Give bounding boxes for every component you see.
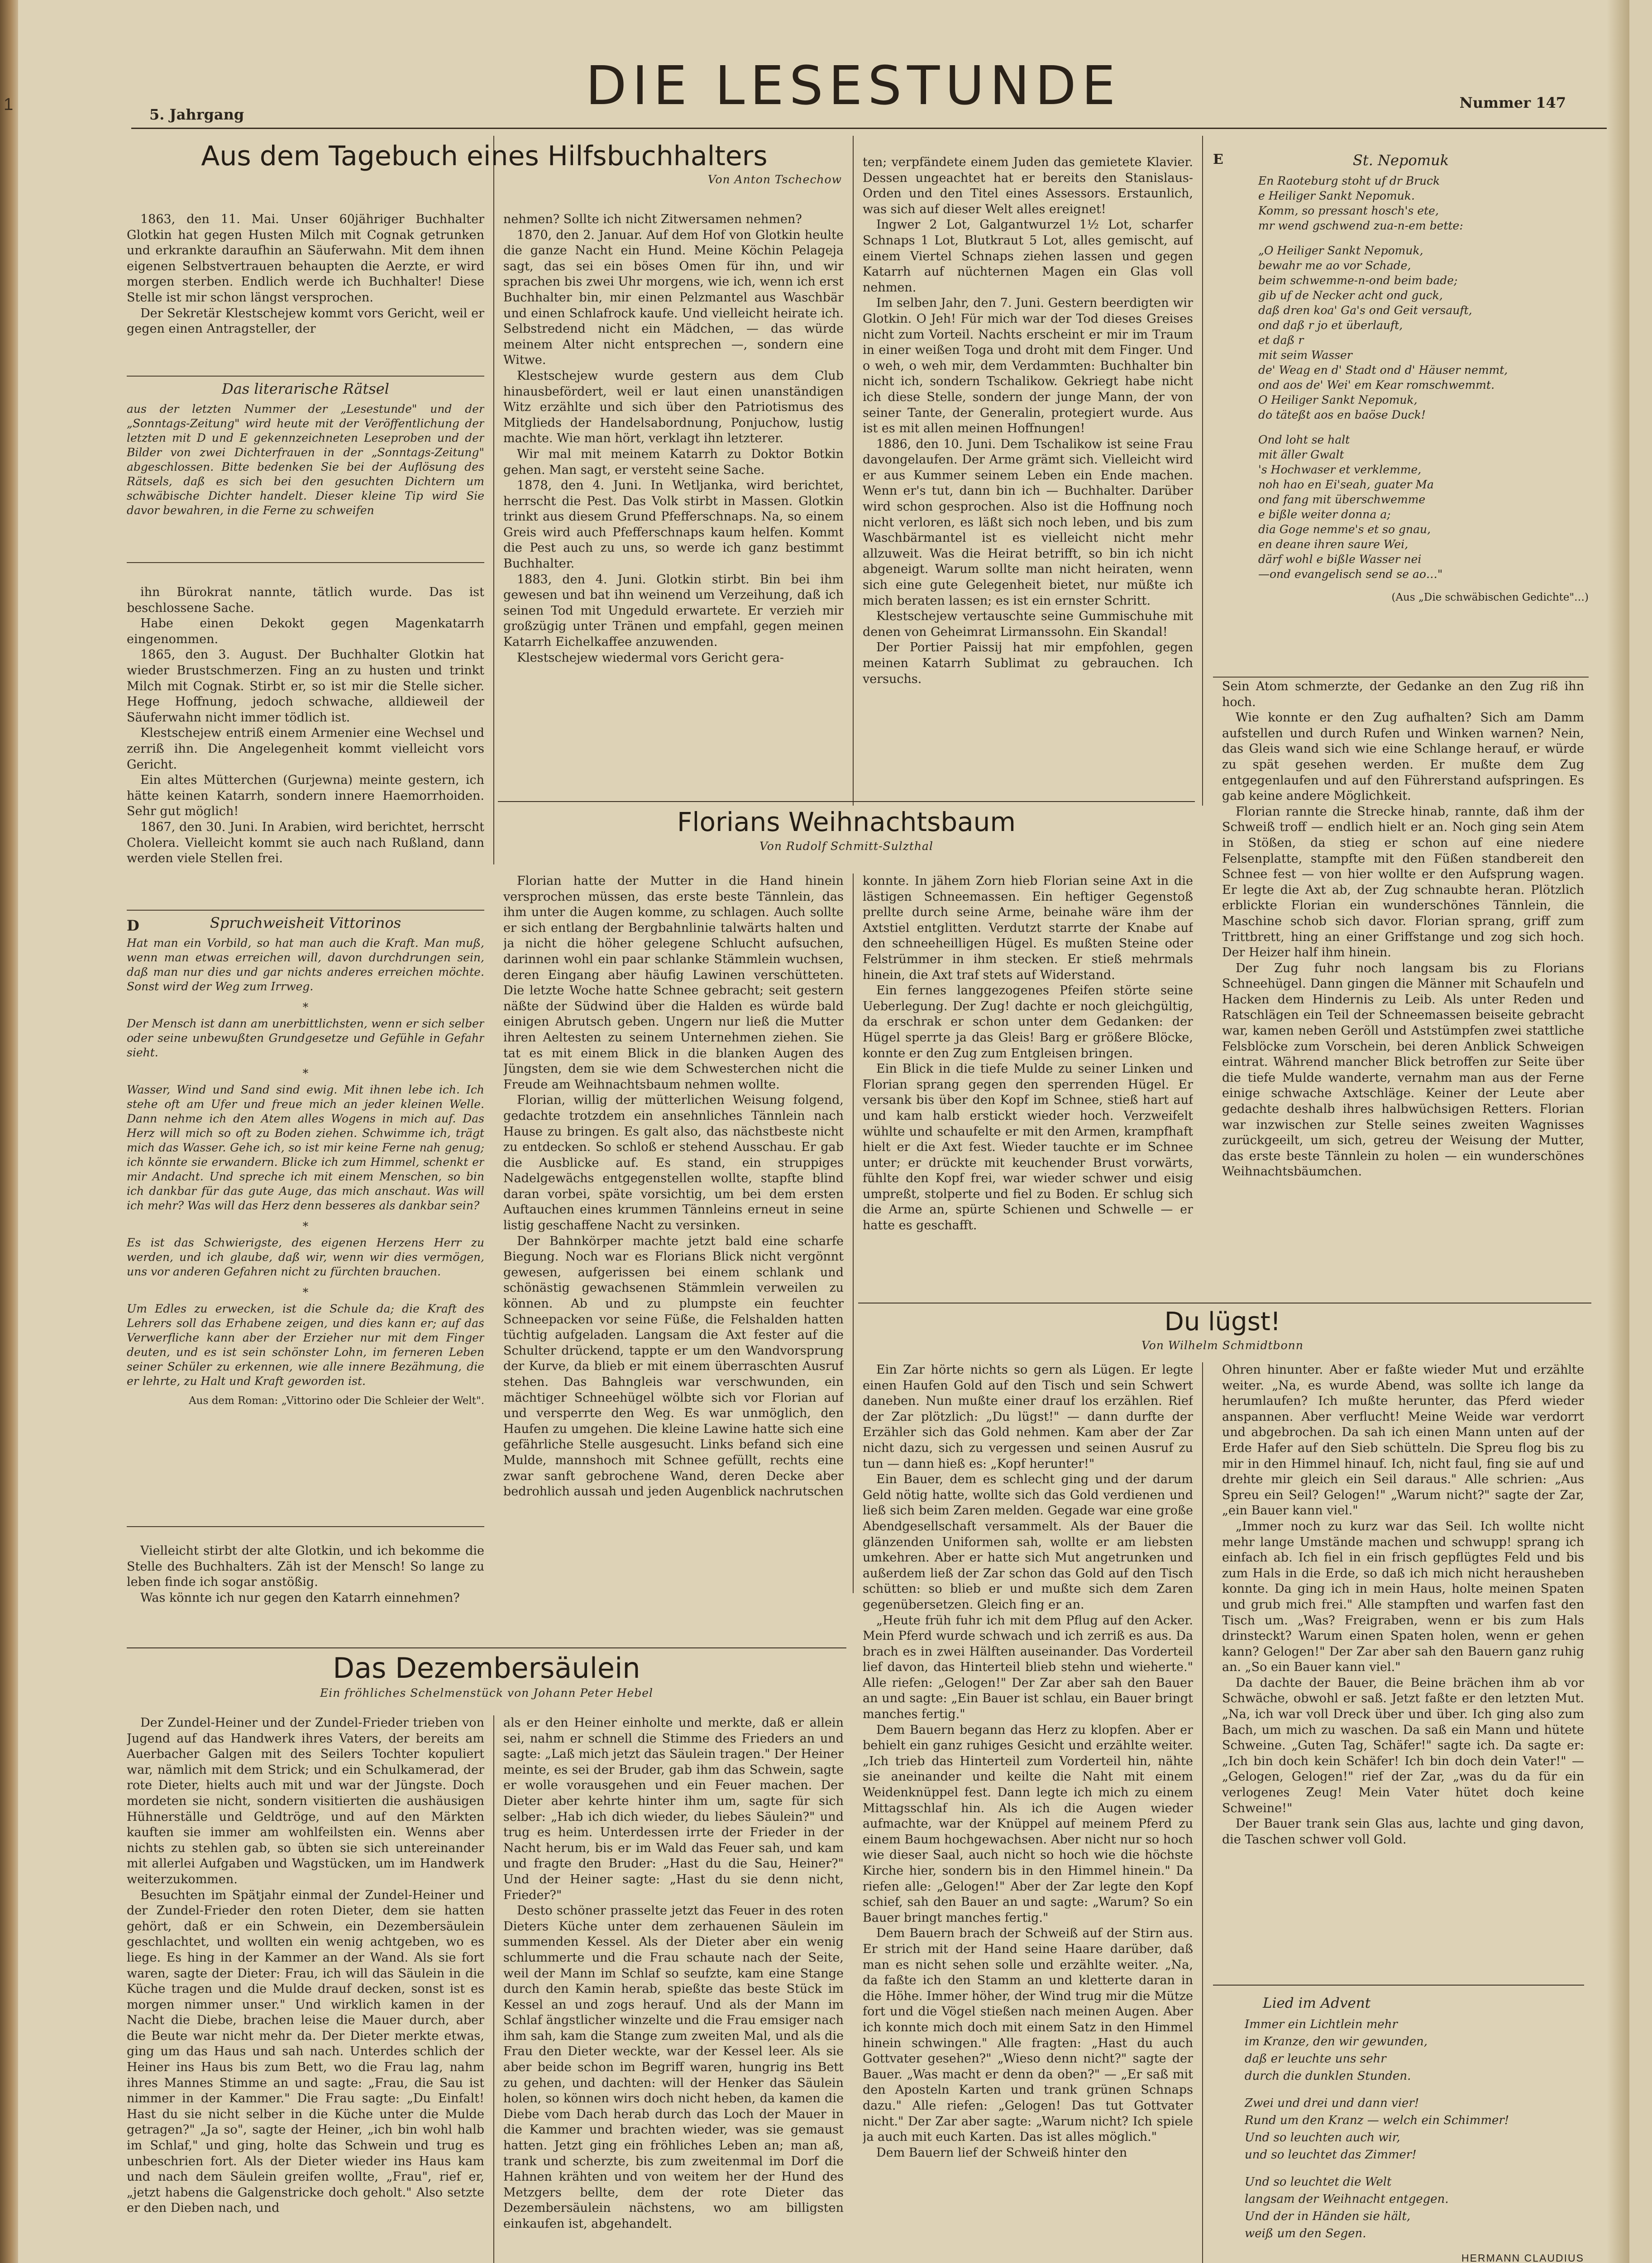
spruch-letter: D [127,917,139,934]
tagebuch-paragraph: Wir mal mit meinem Katarrh zu Doktor Botkin gehen. Man sagt, er versteht seine Sache. [503,447,844,477]
florian-paragraph: Sein Atom schmerzte, der Gedanke an den Zug riß ihn hoch. [1222,679,1584,709]
tagebuch-title: Aus dem Tagebuch eines Hilfsbuchhalters [201,141,768,172]
luegst-paragraph: Ohren hinunter. Aber er faßte wieder Mut und erzählte weiter. „Na, es wurde Abend, was sollte ich lange da herumlaufen? Ich mußte herunter, das Pferd wieder anspannen. Aber verflucht! Meine Weide war verdorrt und abgebrochen. Da sah ich einen Mann unten auf der Erde Hafer auf den Sieb schütteln. Die Spreu flog bis zu mir in den Himmel hinauf. Ich, nicht faul, fing sie auf und drehte mir gleich ein Seil daraus." Alle schrien: „Aus Spreu ein Seil? Gelogen!" „Warum nicht?" sagte der Zar, „ein Bauer kann viel." [1222,1363,1584,1518]
poem-line: und so leuchtet das Zimmer! [1245,2148,1417,2162]
advent-poem [1222,1991,1584,2263]
raetsel-text: aus der letzten Nummer der „Lesestunde" und der „Sonntags-Zeitung" wird heute mit der Veröffentlichung der letzten mit D und E gekennzeichneten Leseproben und der Bilder von zwei Dichterfrauen in der „Sonntags-Zeitung" abgeschlossen. Bitte bedenken Sie bei der Auflösung des Rätsels, daß es sich bei den gesuchten Dichtern um schwäbische Dichter handelt. Dieser kleine Tip wird Sie davor bewahren, in die Ferne zu schweifen [127,402,484,517]
poem-stanza [1245,2095,1584,2163]
florian-paragraph: konnte. In jähem Zorn hieb Florian seine Axt in die lästigen Schneemassen. Ein heftiger Gegenstoß prellte durch seine Arme, beinahe wäre ihm der Axtstiel entglitten. Verdutzt starrte der Knabe auf den schneeheilligen Hügel. Es mußten Steine oder Felstrümmer in ihm stecken. Er stieß mehrmals hinein, die Axt traf stets auf Widerstand. [863,874,1193,982]
poem-line: et daß r [1258,334,1304,347]
column-rule-2 [853,136,854,806]
luegst-paragraph: Da dachte der Bauer, die Beine brächen ihm ab vor Schwäche, obwohl er saß. Jetzt faßte er den letzten Mut. „Na, ich war voll Dreck über und über. Ich ging also zum Bach, um mich zu waschen. Da saß ein Mann und hütete Schweine. „Guten Tag, Schäfer!" sagte ich. Da sagte er: „Ich bin doch kein Schäfer! Ich bin doch dein Vater!" — „Gelogen, Gelogen!" rief der Zar, „was du da für ein verlogenes Zeug! Mein Vater hütet doch keine Schweine!" [1222,1676,1584,1815]
dezember-paragraph: Besuchten im Spätjahr einmal der Zundel-Heiner und der Zundel-Frieder den roten Dieter, dem sie hatten gehört, daß er ein Schwein, ein Dezembersäulein geschlachtet, und wollten ein wenig achtgeben, wo es liege. Es hing in der Kammer an der Wand. Als sie fort waren, sagte der Dieter: Frau, ich will das Säulein in die Küche tragen und die Mulde drauf decken, sonst ist es morgen nimmer unser." Und wirklich kamen in der Nacht die Diebe, brachen leise die Mauer durch, aber die Beute war nicht mehr da. Der Dieter merkte etwas, ging um das Haus und sah nach. Unterdes schlich der Heiner ins Haus bis zum Bett, wo die Frau lag, nahm ihres Mannes Stimme an und sagte: „Frau, die Sau ist nimmer in der Kammer." Die Frau sagte: „Du Einfalt! Hast du sie nicht selber in die Küche unter die Mulde getragen?" „Ja so", sagte der Heiner, „ich bin wohl halb im Schlaf," und ging, holte das Schwein und trug es unbeschrien fort. Als der Dieter wieder ins Haus kam und nach dem Säulein greifen wollte, „Frau", rief er, „jetzt habens die Galgenstricke doch geholt." Also setzte er den Dieben nach, und [127,1888,484,2215]
tagebuch-paragraph: 1867, den 30. Juni. In Arabien, wird berichtet, herrscht Cholera. Vielleicht kommt sie auch nach Rußland, dann werden viele Stellen frei. [127,820,484,866]
luegst-title: Du lügst! [1164,1308,1281,1337]
spruch-box [127,910,484,1527]
poem-line: bewahr me ao vor Schade, [1258,259,1411,272]
tagebuch-paragraph: Habe einen Dekokt gegen Magenkatarrh eingenommen. [127,616,484,646]
poem-line: langsam der Weihnacht entgegen. [1245,2192,1449,2206]
poem-line: Und der in Händen sie hält, [1245,2210,1411,2223]
poem-line: im Kranze, den wir gewunden, [1245,2035,1428,2048]
poem-line: noh hao en Ei'seah, guater Ma [1258,478,1434,491]
poem-stanza [1245,2016,1584,2085]
luegst-paragraph: Dem Bauern brach der Schweiß auf der Stirn aus. Er strich mit der Hand seine Haare darüber, daß man es nicht sehen solle und erzählte weiter. „Na, da faßte ich den Stamm an und kletterte daran in die Höhe. Immer höher, der Wind trug mir die Mütze fort und die Vögel stießen nach meinen Augen. Aber ich konnte mich doch mit einem Satz in den Himmel hinein schwingen." Alle fragten: „Hast du auch Gottvater gesehen?" „Wieso denn nicht?" sagte der Bauer. „Was macht er denn da oben?" — „Er saß mit den Aposteln Karten und trank grünen Schnaps dazu." Alle riefen: „Gelogen! Das tut Gottvater nicht." Der Zar aber sagte: „Warum nicht? Ich spiele ja auch mit euch Karten. Das ist alles möglich." [863,1926,1193,2144]
spruch-paragraph: Es ist das Schwierigste, des eigenen Herzens Herr zu werden, und ich glaube, daß wir, wenn wir dies vermögen, uns vor anderen Gefahren nicht zu fürchten brauchen. [127,1236,484,1278]
raetsel-title: Das literarische Rätsel [222,380,389,397]
luegst-column-rule [1202,1362,1203,2263]
tagebuch-col1-middle [127,585,484,897]
florian-paragraph: Ein Blick in die tiefe Mulde zu seiner Linken und Florian sprang gegen den sperrenden Hügel. Er versank bis über den Kopf im Schnee, stieß hart auf und kam halb erstickt wieder hoch. Verzweifelt wühlte und schaufelte er mit den Armen, krampfhaft hielt er die Axt fest. Wieder tauchte er im Schnee unter; er drückte mit keuchender Brust vorwärts, fühlte den Kopf frei, war wieder schwer und eisig umpreßt, stolperte und fiel zu Boden. Er schlug sich die Arme an, spürte Schienen und Schwelle — er hatte es geschafft. [863,1062,1193,1233]
nepomuk-poem [1213,152,1589,678]
tagebuch-paragraph: Klestschejew vertauschte seine Gummischuhe mit denen von Geheimrat Lirmanssohn. Ein Skandal! [863,609,1193,639]
issue-number: Nummer 147 [1459,94,1566,111]
poem-line: do täteßt aos en baöse Duck! [1258,408,1426,421]
spruch-paragraph: Wasser, Wind und Sand sind ewig. Mit ihnen lebe ich. Ich stehe oft am Ufer und freue mich an jeder kleinen Welle. Dann nehme ich den Atem alles Wogens in mich auf. Das Herz will mich so oft zu Boden ziehen. Schwimme ich, trägt mich das Wasser. Gehe ich, so ist mir keine Ferne nah genug; ich könnte sie erwandern. Blicke ich zum Himmel, schenkt er mir Andacht. Und spreche ich mit einem Menschen, so bin ich dankbar für das gute Auge, das mich anschaut. Was will ich mehr? Was will das Herz denn besseres als dankbar sein? [127,1083,484,1212]
poem-line: weiß um den Segen. [1245,2227,1366,2240]
luegst-paragraph: Ein Zar hörte nichts so gern als Lügen. Er legte einen Haufen Gold auf den Tisch und sein Schwert daneben. Nun mußte einer drauf los erzählen. Rief der Zar plötzlich: „Du lügst!" — dann durfte der Erzähler sich das Gold nehmen. Kam aber der Zar nicht dazu, sich zu vergessen und seinen Ausruf zu tun — dann hieß es: „Kopf herunter!" [863,1363,1193,1471]
poem-line: Rund um den Kranz — welch ein Schimmer! [1245,2114,1509,2127]
florian-paragraph: Florian hatte der Mutter in die Hand hinein versprochen müssen, das erste beste Tännlein, das ihm unter die Augen komme, zu schlagen. Auch sollte er sich entlang der Bergbahnlinie talwärts halten und ja nicht die höher gelegene Schlucht aufsuchen, darinnen wohl ein paar schlanke Stämmlein wuchsen, deren Eingang aber häufig Lawinen verschütteten. Die letzte Woche hatte Schnee gebracht; seit gestern näßte der Südwind über die Halden es würde bald einigen Abrutsch geben. Ungern nur ließ die Mutter ihren Aeltesten zu seinem Unternehmen ziehen. Sie tat es mit einem Blick in die blanken Augen des Jüngsten, dem sie wie dem Schwesterchen nicht die Freude am Weihnachtsbaum nehmen wollte. [503,874,844,1092]
poem-stanza [1258,432,1589,582]
dezember-column-rule [493,1715,494,2263]
column-rule-1 [493,136,494,864]
poem-line: mr wend gschwend zua-n-em bette: [1258,219,1463,232]
poem-line: mit äller Gwalt [1258,448,1344,461]
poem-line: En Raoteburg stoht uf dr Bruck [1258,174,1440,187]
column-rule-3 [1202,136,1203,806]
florian-paragraph: Florian, willig der mütterlichen Weisung folgend, gedachte trotzdem ein ansehnliches Tännlein nach Hause zu bringen. Es galt also, das nächstbeste nicht zu entdecken. So schloß er stehend Ausschau. Er gab die Ausblicke auf. Es stand, ein struppiges Nadelgewächs entgegenstellen wollte, stapfte blind daran vorbei, späte vorsichtig, um bei dem ersten Auftauchen eines krummen Tännleins erneut in seine listig geschaffene Nacht zu versinken. [503,1093,844,1233]
luegst-col2 [1222,1362,1584,1969]
tagebuch-paragraph: nehmen? Sollte ich nicht Zitwersamen nehmen? [503,212,802,226]
tagebuch-paragraph: Klestschejew wurde gestern aus dem Club hinausbefördert, weil er laut einen unanständigen Witz erzählte und sich über den Patriotismus des Mitglieds der Handelsabordnung, Ponjuchow, lustig machte. Wie man hört, verklagt ihn letzterer. [503,368,844,446]
dezember-paragraph: Der Zundel-Heiner und der Zundel-Frieder trieben von Jugend auf das Handwerk ihres Vaters, der bereits am Auerbacher Galgen mit des Seilers Tochter kopuliert war, nämlich mit dem Strick; und ein Schulkamerad, der rote Dieter, hielts auch mit und war der Jüngste. Doch mordeten sie nicht, sondern visitierten die aushäusigen Hühnerställe und Geldtröge, und auf den Märkten kauften sie immer am wohlfeilsten ein. Wenns aber nichts zu stehlen gab, so übten sie sich untereinander mit allerlei Aufgaben und Wagstücken, um im Handwerk weiterzukommen. [127,1716,484,1886]
star-divider: * [302,1220,309,1233]
tagebuch-paragraph: 1883, den 4. Juni. Glotkin stirbt. Bin bei ihm gewesen und bat ihn weinend um Verzeihung, daß ich seinen Tod mit Ungeduld erwartete. Er verzieh mir großzügig unter Tränen und empfahl, gegen meinen Katarrh Eichelkaffee anzuwenden. [503,572,844,649]
poem-stanza [1258,243,1589,422]
luegst-paragraph: „Heute früh fuhr ich mit dem Pflug auf den Acker. Mein Pferd wurde schwach und ich zerriß es aus. Da brach es in zwei Hälften auseinander. Das Vorderteil lief davon, das Hinterteil blieb stehn und wieherte." Alle riefen: „Gelogen!" Der Zar aber sah den Bauer an und sagte: „Ein Bauer ist schlau, ein Bauer bringt manches fertig." [863,1613,1193,1722]
tagebuch-paragraph: Ingwer 2 Lot, Galgantwurzel 1½ Lot, scharfer Schnaps 1 Lot, Blutkraut 5 Lot, alles gemischt, auf einem Viertel Schnaps ziehen lassen und gegen Katarrh auf nüchternen Magen ein Glas voll nehmen. [863,218,1193,295]
florian-title: Florians Weihnachtsbaum [677,808,1016,837]
raetsel-box [127,376,484,563]
luegst-col1 [863,1362,1193,2263]
tagebuch-paragraph: Im selben Jahr, den 7. Juni. Gestern beerdigten wir Glotkin. O Jeh! Für mich war der Tod dieses Greises nicht zum Vorteil. Nachts erscheint er mir im Traum in einer weißen Toga und droht mit dem Finger. Und o weh, o weh mir, dem Verdammten: Buchhalter bin nicht ich, sondern Tschalikow. Gekriegt habe nicht ich diese Stelle, sondern der junge Mann, der von seiner Tante, der Generalin, protegiert wurde. Aus ist es mit allen meinen Hoffnungen! [863,296,1193,436]
masthead-title: DIE LESESTUNDE [585,54,1121,117]
florian-column-rule [853,874,854,1593]
florian-paragraph: Ein fernes langgezogenes Pfeifen störte seine Ueberlegung. Der Zug! dachte er noch gleichgültig, da erschrak er schon unter dem Gedanken: der Hügel sperrte ja das Gleis! Barg er größere Blöcke, konnte er den Zug zum Entgleisen bringen. [863,983,1193,1060]
florian-col2 [863,874,1193,1326]
newspaper-page [18,0,1629,2263]
poem-line: ond daß r jo et überlauft, [1258,319,1403,332]
advent-title: Lied im Advent [1263,1995,1371,2011]
dezember-heading [127,1653,846,1712]
dezember-paragraph: als er den Heiner einholte und merkte, daß er allein sei, nahm er schnell die Stimme des Frieders an und sagte: „Laß mich jetzt das Säulein tragen." Der Heiner meinte, es sei der Bruder, gab ihm das Schwein, sagte er wolle vorausgehen und ein Feuer machen. Der Dieter aber kehrte hinter ihm um, sagte für sich selber: „Hab ich dich wieder, du liebes Säulein?" und trug es heim. Unterdessen irrte der Frieder in der Nacht herum, bis er im Wald das Feuer sah, und kam und fragte den Bruder: „Hast du die Sau, Heiner?" Und der Heiner sagte: „Hast du sie denn nicht, Frieder?" [503,1716,844,1902]
poem-line: ond fang mit überschwemme [1258,493,1426,506]
advent-text [1245,2016,1584,2242]
dezember-col2 [503,1715,844,2263]
luegst-paragraph: Der Bauer trank sein Glas aus, lachte und ging davon, die Taschen schwer voll Gold. [1222,1817,1584,1847]
poem-line: Und so leuchten auch wir, [1245,2131,1400,2144]
masthead-rule [131,128,1607,129]
volume-label: 5. Jahrgang [149,106,244,123]
nepomuk-source: (Aus „Die schwäbischen Gedichte"…) [1391,592,1589,603]
spruch-source: Aus dem Roman: „Vittorino oder Die Schleier der Welt". [189,1395,484,1407]
tagebuch-paragraph: Der Portier Paissij hat mir empfohlen, gegen meinen Katarrh Sublimat zu gebrauchen. Ich versuchs. [863,640,1193,686]
poem-line: 's Hochwaser et verklemme, [1258,463,1422,476]
dezember-paragraph: Desto schöner prasselte jetzt das Feuer in des roten Dieters Küche unter dem zerhauenen Säulein im summenden Kessel. Als der Dieter aber ein wenig schlummerte und die Frau schaute nach der Seite, weil der Mann im Schlaf so seufzte, kam eine Stange durch den Kamin herab, spießte das beste Stück im Kessel an und zogs herauf. Und als der Mann im Schlaf ängstlicher winzelte und die Frau emsiger nach ihm sah, kam die Stange zum zweiten Mal, und als die Frau den Dieter weckte, war der Kessel leer. Als sie aber beide schon im Begriff waren, hungrig ins Bett zu gehen, und dachten: will der Henker das Säulein holen, so können wirs doch nicht heben, da kamen die Diebe vom Dach herab durch das Loch der Mauer in die Kammer und brachten wieder, was sie gemaust hatten. Jetzt ging ein fröhliches Leben an; man aß, trank und scherzte, bis zum zweitenmal im Dorf die Hahnen krähten und von weitem her der Hund des Metzgers bellte, dem der rote Dieter das Dezembersäulein nächstens, wo am billigsten einkaufen ist, abgehandelt. [503,1904,844,2231]
poem-line: Ond loht se halt [1258,433,1350,446]
tagebuch-col1-bottom [127,1543,484,1661]
poem-line: ond aos de' Wei' em Kear romschwemmt. [1258,378,1495,391]
star-divider: * [302,1001,309,1014]
dezember-byline: Ein fröhliches Schelmenstück von Johann Peter Hebel [320,1686,654,1700]
tagebuch-col3 [863,155,1193,802]
florian-col1 [503,874,844,1598]
poem-line: mit seim Wasser [1258,349,1352,362]
tagebuch-byline: Von Anton Tschechow [707,173,842,186]
tagebuch-paragraph: 1863, den 11. Mai. Unser 60jähriger Buchhalter Glotkin hat gegen Husten Milch mit Cognak getrunken und erkrankte daraufhin an Säuferwahn. Mit dem ihnen eigenen Selbstvertrauen behaupten die Aerzte, er wird morgen sterben. Endlich werde ich Buchhalter! Diese Stelle ist mir schon längst versprochen. [127,212,484,305]
luegst-paragraph: Ein Bauer, dem es schlecht ging und der darum Geld nötig hatte, wollte sich das Gold verdienen und ließ sich beim Zaren melden. Gegade war eine große Abendgesellschaft versammelt. Als der Bauer die glänzenden Uniformen sah, wollte er am liebsten umkehren. Aber er hatte sich Mut angetrunken und außerdem ließ der Zar schon das Gold auf den Tisch schütten: so blieb er und mußte sich dem Zaren gegenübersetzen. Gleich fing er an. [863,1472,1193,1612]
dezember-top-rule [127,1647,846,1648]
nepomuk-letter: E [1213,152,1223,167]
luegst-paragraph: Dem Bauern lief der Schweiß hinter den [876,2145,1127,2160]
spruch-paragraph: Um Edles zu erwecken, ist die Schule da; die Kraft des Lehrers soll das Erhabene zeigen, und dies kann er; auf das Verwerfliche kann aber der Erzieher nur mit dem Finger deuten, und es ist sein schönster Lohn, im ferneren Leben seiner Schüler zu erkennen, wie alle innere Bezähmung, die er lehrte, zu Halt und Kraft geworden ist. [127,1302,484,1388]
luegst-heading [858,1308,1587,1362]
tagebuch-paragraph: Klestschejew entriß einem Armenier eine Wechsel und zerriß ihn. Die Angelegenheit kommt vielleicht vors Gericht. [127,726,484,772]
florian-heading [498,808,1195,871]
poem-line: därf wohl e bißle Wasser nei [1258,553,1422,566]
binding-mark: 1 [4,95,14,114]
poem-stanza [1245,2173,1584,2242]
florian-paragraph: Wie konnte er den Zug aufhalten? Sich am Damm aufstellen und durch Rufen und Winken warnen? Nein, das Gleis wand sich wie eine Schlange herauf, er würde zu spät gesehen werden. Er mußte dem Zug entgegenlaufen und auf den Führerstand aufspringen. Es gab keine andere Möglichkeit. [1222,711,1584,803]
dezember-col1 [127,1715,484,2263]
poem-line: gib uf de Necker acht ond guck, [1258,289,1443,302]
poem-line: beim schwemme-n-ond beim bade; [1258,274,1458,287]
poem-line: Immer ein Lichtlein mehr [1245,2018,1398,2031]
masthead [122,54,1584,123]
florian-paragraph: Florian rannte die Strecke hinab, rannte, daß ihm der Schweiß troff — endlich hielt er an. Noch ging sein Atem in Stößen, da stieg er schon auf eine niedere Felsenplatte, stampfte mit den Füßen standbereit den Schnee fest — von hier wollte er den Aufsprung wagen. Er legte die Axt ab, der Zug schnaubte heran. Plötzlich erblickte Florian ein wunderschönes Tännlein, die Maschine schob sich davor. Florian sprang, griff zum Trittbrett, hing an einer Griffstange und zog sich hoch. Der Heizer half ihm hinein. [1222,804,1584,960]
tagebuch-paragraph: Was könnte ich nur gegen den Katarrh einnehmen? [140,1590,460,1605]
spruch-text [127,936,484,1389]
florian-col3 [1222,679,1584,1313]
luegst-paragraph: Dem Bauern begann das Herz zu klopfen. Aber er behielt ein ganz ruhiges Gesicht und erzählte weiter. „Ich trieb das Hinterteil zum Vorderteil hin, nähte sie aneinander und keilte die Naht mit einem Weidenknüppel fest. Dann legte ich mich zu einem Mittagsschlaf hin. Als ich die Augen wieder aufmachte, war der Knüppel auf meinem Pferd zu einem Baum hochgewachsen. Aber nicht nur so hoch wie dieser Saal, auch nicht so hoch wie die höchste Kirche hier, sondern bis in den Himmel hinein." Da riefen alle: „Gelogen!" Aber der Zar legte den Kopf schief, sah den Bauer an und sagte: „Warum? So ein Bauer bringt manches fertig." [863,1723,1193,1925]
poem-line: e Heiliger Sankt Nepomuk. [1258,189,1415,202]
tagebuch-paragraph: Ein altes Mütterchen (Gurjewna) meinte gestern, ich hätte keinen Katarrh, sondern innere Haemorrhoiden. Sehr gut möglich! [127,773,484,819]
luegst-byline: Von Wilhelm Schmidtbonn [1141,1338,1303,1352]
dezember-title: Das Dezembersäulein [333,1653,640,1685]
page-edge-shadow [1607,0,1629,2263]
tagebuch-paragraph: 1870, den 2. Januar. Auf dem Hof von Glotkin heulte die ganze Nacht ein Hund. Meine Köchin Pelageja sagt, das sei ein böses Omen für ihn, und wir sprachen bis zwei Uhr morgens, wie ich, wenn ich erst Buchhalter bin, mir einen Pelzmantel aus Waschbär und einen Schlafrock kaufe. Und vielleicht heirate ich. Selbstredend nicht ein Mädchen, — das würde meinem Alter nicht entsprechen —, sondern eine Witwe. [503,228,844,368]
nepomuk-title: St. Nepomuk [1352,152,1449,169]
florian-top-rule [498,801,1195,802]
poem-line: O Heiliger Sankt Nepomuk, [1258,393,1418,406]
tagebuch-paragraph: 1878, den 4. Juni. In Wetljanka, wird berichtet, herrscht die Pest. Das Volk stirbt in Massen. Glotkin trinkt aus diesem Grund Pfefferschnaps. Na, so einem Greis wird auch Pfefferschnaps kaum helfen. Kommt die Pest auch zu uns, so werde ich ganz bestimmt Buchhalter. [503,478,844,571]
poem-line: Und so leuchtet die Welt [1245,2175,1392,2189]
poem-line: durch die dunklen Stunden. [1245,2069,1411,2083]
florian-paragraph: Der Zug fuhr noch langsam bis zu Florians Schneehügel. Dann gingen die Männer mit Schaufeln und Hacken dem Hindernis zu Leib. Als unter Reden und Ratschlägen ein Teil der Schneemassen beiseite gebracht war, kamen neben Geröll und Aststümpfen zwei stattliche Felsblöcke zum Vorschein, bei deren Anblick Schweigen eintrat. Während mancher Blick betroffen zur Seite über die tiefe Mulde wanderte, vernahm man aus der Ferne einige schwache Axtschläge. Keiner der Leute aber gedachte deshalb ihres halbwüchsigen Retters. Florian war inzwischen zur Stelle seines zweiten Wagnisses zurückgeeilt, um sich, getreu der Weisung der Mutter, das erste beste Tännlein zu holen — ein wunderschönes Weihnachtsbäumchen. [1222,961,1584,1179]
spruch-title: Spruchweisheit Vittorinos [210,914,401,931]
tagebuch-paragraph: Klestschejew wiedermal vors Gericht gera- [517,650,784,665]
tagebuch-paragraph: 1886, den 10. Juni. Dem Tschalikow ist seine Frau davongelaufen. Der Arme grämt sich. Vielleicht wird er aus Kummer seinem Leben ein Ende machen. Wenn er's tut, dann bin ich — Buchhalter. Darüber wird schon gesprochen. Also ist die Hoffnung noch nicht verloren, es läßt sich noch leben, und bis zum Waschbärmantel ist es vielleicht nicht mehr allzuweit. Was die Heirat betrifft, so bin ich nicht abgeneigt. Warum sollte man nicht heiraten, wenn sich eine gute Gelegenheit bietet, nur müßte ich mich beraten lassen; es ist ein ernster Schritt. [863,437,1193,608]
poem-line: „O Heiliger Sankt Nepomuk, [1258,244,1423,257]
star-divider: * [302,1286,309,1299]
spruch-paragraph: Hat man ein Vorbild, so hat man auch die Kraft. Man muß, wenn man etwas erreichen will, davon durchdrungen sein, daß man nur dies und gar nichts anderes erreichen möchte. Sonst wird der Weg zum Irrweg. [127,936,484,993]
tagebuch-paragraph: ten; verpfändete einem Juden das gemietete Klavier. Dessen ungeachtet hat er bereits den Stanislaus-Orden und den Titel eines Assessors. Erstaunlich, was sich auf dieser Welt alles ereignet! [863,155,1193,216]
advent-author: HERMANN CLAUDIUS [1461,2252,1584,2263]
poem-stanza [1258,173,1589,233]
florian-byline: Von Rudolf Schmitt-Sulzthal [759,839,933,853]
poem-line: Komm, so pressant hosch's ete, [1258,204,1439,217]
luegst-paragraph: „Immer noch zu kurz war das Seil. Ich wollte nicht mehr lange Umstände machen und schwupp! sprang ich einfach ab. Ich fiel in ein frisch gepflügtes Feld und bis zum Hals in die Erde, so daß ich mich nicht herausheben konnte. Da ging ich in mein Haus, holte meinen Spaten und grub mich frei." Alle stampften und warfen fast den Tisch um. „Was? Freigraben, wenn er bis zum Hals drinsteckt? Warum einen Spaten holen, wenn er gehen kann? Gelogen!" Der Zar aber sah den Bauern ganz ruhig an. „So ein Bauer kann viel." [1222,1519,1584,1675]
poem-line: en deane ihren saure Wei, [1258,538,1408,551]
binding-edge [0,0,18,2263]
poem-line: de' Weag en d' Stadt ond d' Häuser nemmt, [1258,363,1508,377]
poem-line: daß er leuchte uns sehr [1245,2052,1386,2066]
poem-line: daß dren koa' Ga's ond Geit versauft, [1258,304,1472,317]
tagebuch-paragraph: Der Sekretär Klestschejew kommt vors Gericht, weil er gegen einen Antragsteller, der [127,306,484,336]
poem-line: e bißle weiter donna a; [1258,508,1391,521]
tagebuch-col1-top [127,212,484,371]
tagebuch-paragraph: Vielleicht stirbt der alte Glotkin, und ich bekomme die Stelle des Buchhalters. Zäh ist der Mensch! So lange zu leben finde ich sogar anstößig. [127,1544,484,1590]
tagebuch-col2 [503,212,844,800]
florian-paragraph: Der Bahnkörper machte jetzt bald eine scharfe Biegung. Noch war es Florians Blick nicht vergönnt gewesen, aufgerissen bei einem schlank und schönästig gewachsenen Stämmlein verweilen zu können. Ab und zu plumpste ein feuchter Schneepacken vor seine Füße, die Felshalden hatten tüchtig aufgeladen. Langsam die Axt fester auf die Schulter drückend, tappte er um den Wandvorsprung der Kurve, da blieb er mit einem überraschten Ausruf stehen. Das Bahngleis war verschwunden, ein mächtiger Schneehügel wölbte sich vor Florian auf und versperrte den Weg. Es war unmöglich, den Haufen zu umgehen. Die kleine Lawine hatte sich eine gefährliche Stelle ausgesucht. Links befand sich eine Mulde, mannshoch mit Schnee gefüllt, rechts eine zwar sanft gebrochene Wand, deren Decke aber bedrohlich aussah und jeden Augenblick nachrutschen [503,1234,844,1499]
advent-top-rule [1213,1985,1584,1986]
spruch-paragraph: Der Mensch ist dann am unerbittlichsten, wenn er sich selber oder seine unbewußten Grundgesetze und Gefühle in Gefahr sieht. [127,1017,484,1059]
tagebuch-paragraph: 1865, den 3. August. Der Buchhalter Glotkin hat wieder Brustschmerzen. Fing an zu husten und trinkt Milch mit Cognak. Stirbt er, so ist mir die Stelle sicher. Hege Hoffnung, jedoch schwache, alldieweil der Säuferwahn nicht immer tödlich ist. [127,648,484,725]
poem-line: Zwei und drei und dann vier! [1245,2096,1419,2110]
poem-line: dia Goge nemme's et so gnau, [1258,523,1431,536]
tagebuch-paragraph: ihn Bürokrat nannte, tätlich wurde. Das ist beschlossene Sache. [127,585,484,615]
nepomuk-text [1258,173,1589,582]
star-divider: * [302,1067,309,1080]
poem-line: —ond evangelisch send se ao…" [1258,568,1443,581]
tagebuch-article [127,141,842,191]
